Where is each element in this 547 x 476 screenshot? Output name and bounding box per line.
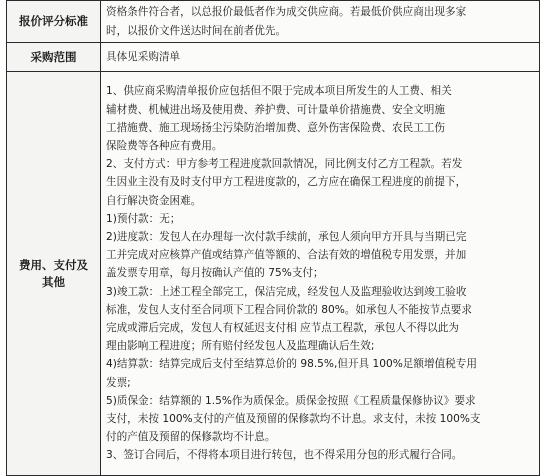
table-row-payment — [7, 72, 540, 476]
text-line: 5)质保金：结算额的 1.5%作为质保金。质保金按照《工程质量保修协议》要求 — [106, 394, 476, 407]
row-label-payment — [7, 72, 101, 476]
label-line: 费用、支付及 — [19, 257, 88, 272]
row-content-payment — [101, 72, 540, 476]
text-line: 完成或滞后完成，发包人有权延迟支付相 应节点工程款，承包人不得以此为 — [106, 322, 459, 334]
document-page — [6, 0, 539, 475]
text-line: 1)预付款：无； — [106, 212, 181, 225]
text-line: 工并完成对应核算产值或结算产值等额的、合法有效的增值税专用发票，并加 — [106, 249, 467, 262]
text-line: 盖发票专用章，每月按确认产值的 75%支付； — [106, 267, 324, 280]
text-line: 生因业主没有及时支付甲方工程进度款的，乙方应在确保工程进度的前提下， — [106, 176, 467, 189]
text-line: 3)竣工款：上述工程全部完工，保洁完成，经发包人及监理验收达到竣工验收 — [106, 285, 467, 298]
text-line: 付的产值及预留的保修款均不计息。 — [106, 431, 276, 444]
text-line: 资格条件符合者，以总报价最低者作为成交供应商。若最低价供应商出现多家 — [106, 6, 467, 19]
text-line: 具体见采购清单 — [106, 50, 181, 63]
text-line: 辅材费、机械进出场及使用费、养护费、可计量单价措施费、安全文明施 — [106, 103, 445, 116]
text-line: 3、签订合同后，不得将本项目进行转包，也不得采用分包的形式履行合同。 — [106, 449, 463, 462]
terms-table — [6, 0, 540, 476]
text-line: 标准，发包人支付至合同项下工程合同价款的 80%。如承包人不能按节点要求 — [106, 303, 472, 316]
text-line: 工措施费、施工现场扬尘污染防治增加费、意外伤害保险费、农民工工伤 — [106, 121, 445, 134]
text-line: 时，以报价文件送达时间在前者优先。 — [106, 24, 287, 37]
text-line: 自行解决资金困难。 — [106, 194, 202, 207]
table-row-scope — [7, 43, 540, 72]
label-line: 其他 — [42, 274, 65, 289]
row-label-scope: 采购范围 — [7, 43, 101, 72]
text-line: 理由影响工程进度；所有赔付经发包人及监理确认后生效; — [106, 340, 375, 353]
text-line: 发票; — [106, 376, 131, 389]
text-line: 2、支付方式：甲方参考工程进度款回款情况，同比例支付乙方工程款。若发 — [106, 158, 463, 171]
row-content-scoring — [101, 1, 540, 43]
text-line: 1、供应商采购清单报价应包括但不限于完成本项目所发生的人工费、相关 — [106, 85, 452, 98]
row-content-scope — [101, 43, 540, 72]
text-line: 保险费等各种应有费用。 — [106, 139, 223, 152]
table-row-scoring — [7, 1, 540, 43]
row-label-scoring: 报价评分标准 — [7, 1, 101, 43]
text-line: 支付，未按 100%支付的产值及预留的保修款均不计息。求支付，未按 100%支 — [106, 413, 481, 426]
text-line: 2)进度款：发包人在办理每一次付款手续前，承包人须向甲方开具与当期已完 — [106, 230, 467, 243]
text-line: 4)结算款：结算完成后支付至结算总价的 98.5%,但开具 100%足额增值税专用 — [106, 358, 477, 371]
